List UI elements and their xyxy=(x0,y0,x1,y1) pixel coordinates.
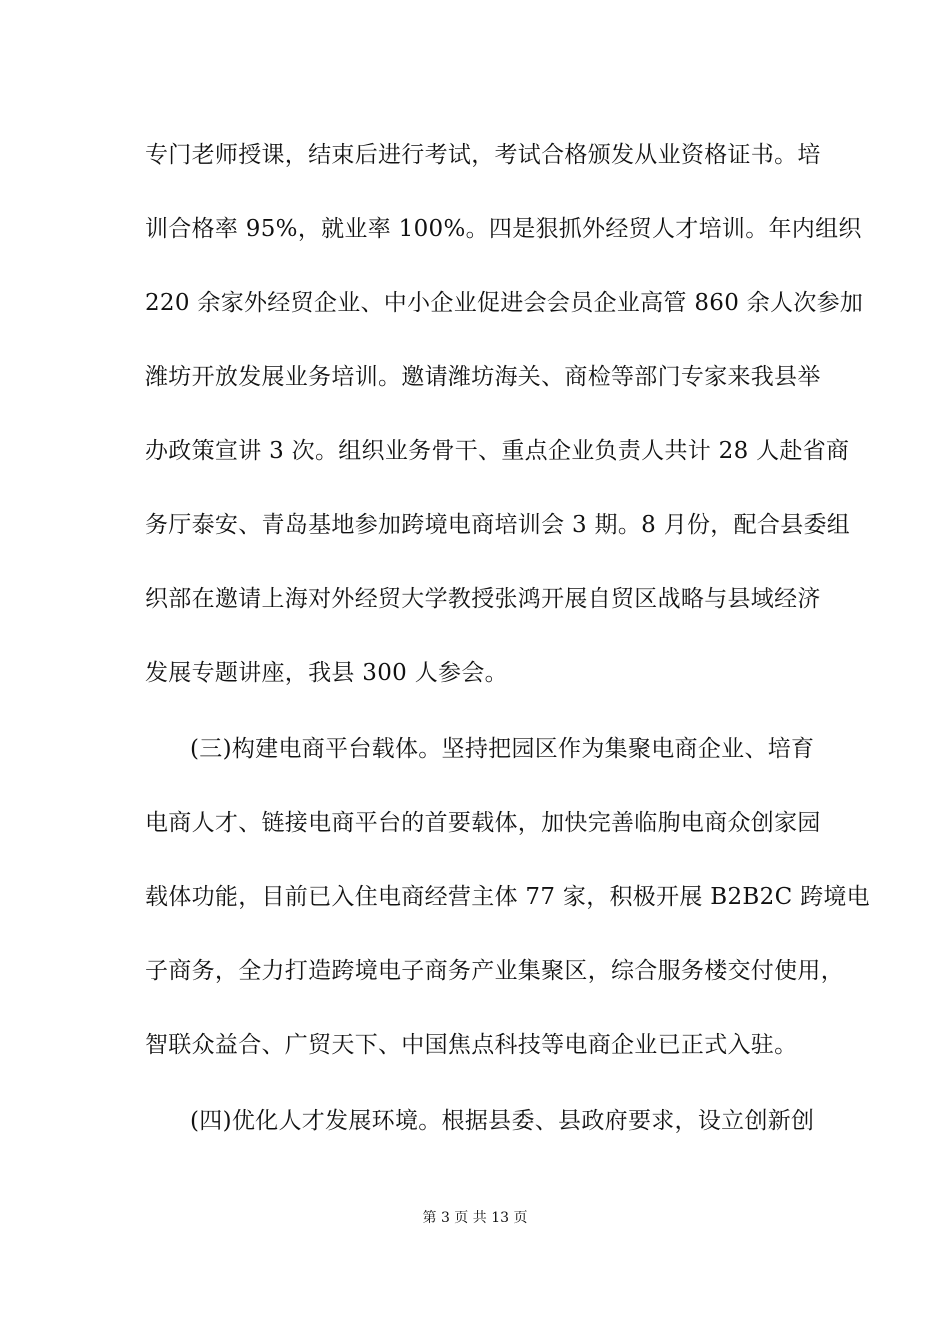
body-line: 电商人才、链接电商平台的首要载体，加快完善临朐电商众创家园 xyxy=(145,810,821,836)
body-line: 训合格率 95%，就业率 100%。四是狠抓外经贸人才培训。年内组织 xyxy=(145,216,862,242)
body-line: 子商务，全力打造跨境电子商务产业集聚区，综合服务楼交付使用， xyxy=(145,958,844,984)
body-line: 智联众益合、广贸天下、中国焦点科技等电商企业已正式入驻。 xyxy=(145,1032,798,1058)
body-line: 220 余家外经贸企业、中小企业促进会会员企业高管 860 余人次参加 xyxy=(145,290,864,316)
body-line: 务厅泰安、青岛基地参加跨境电商培训会 3 期。8 月份，配合县委组 xyxy=(145,512,851,538)
body-line: 发展专题讲座，我县 300 人参会。 xyxy=(145,660,508,686)
paragraph-heading-line: (四)优化人才发展环境。根据县委、县政府要求，设立创新创 xyxy=(190,1108,815,1134)
body-line: 织部在邀请上海对外经贸大学教授张鸿开展自贸区战略与县域经济 xyxy=(145,586,821,612)
body-line: 潍坊开放发展业务培训。邀请潍坊海关、商检等部门专家来我县举 xyxy=(145,364,821,390)
paragraph-heading-line: (三)构建电商平台载体。坚持把园区作为集聚电商企业、培育 xyxy=(190,736,815,762)
page-number-footer: 第 3 页 共 13 页 xyxy=(422,1210,528,1226)
body-line: 载体功能，目前已入住电商经营主体 77 家，积极开展 B2B2C 跨境电 xyxy=(145,884,870,910)
body-line: 办政策宣讲 3 次。组织业务骨干、重点企业负责人共计 28 人赴省商 xyxy=(145,438,850,464)
body-line: 专门老师授课，结束后进行考试，考试合格颁发从业资格证书。培 xyxy=(145,142,821,168)
